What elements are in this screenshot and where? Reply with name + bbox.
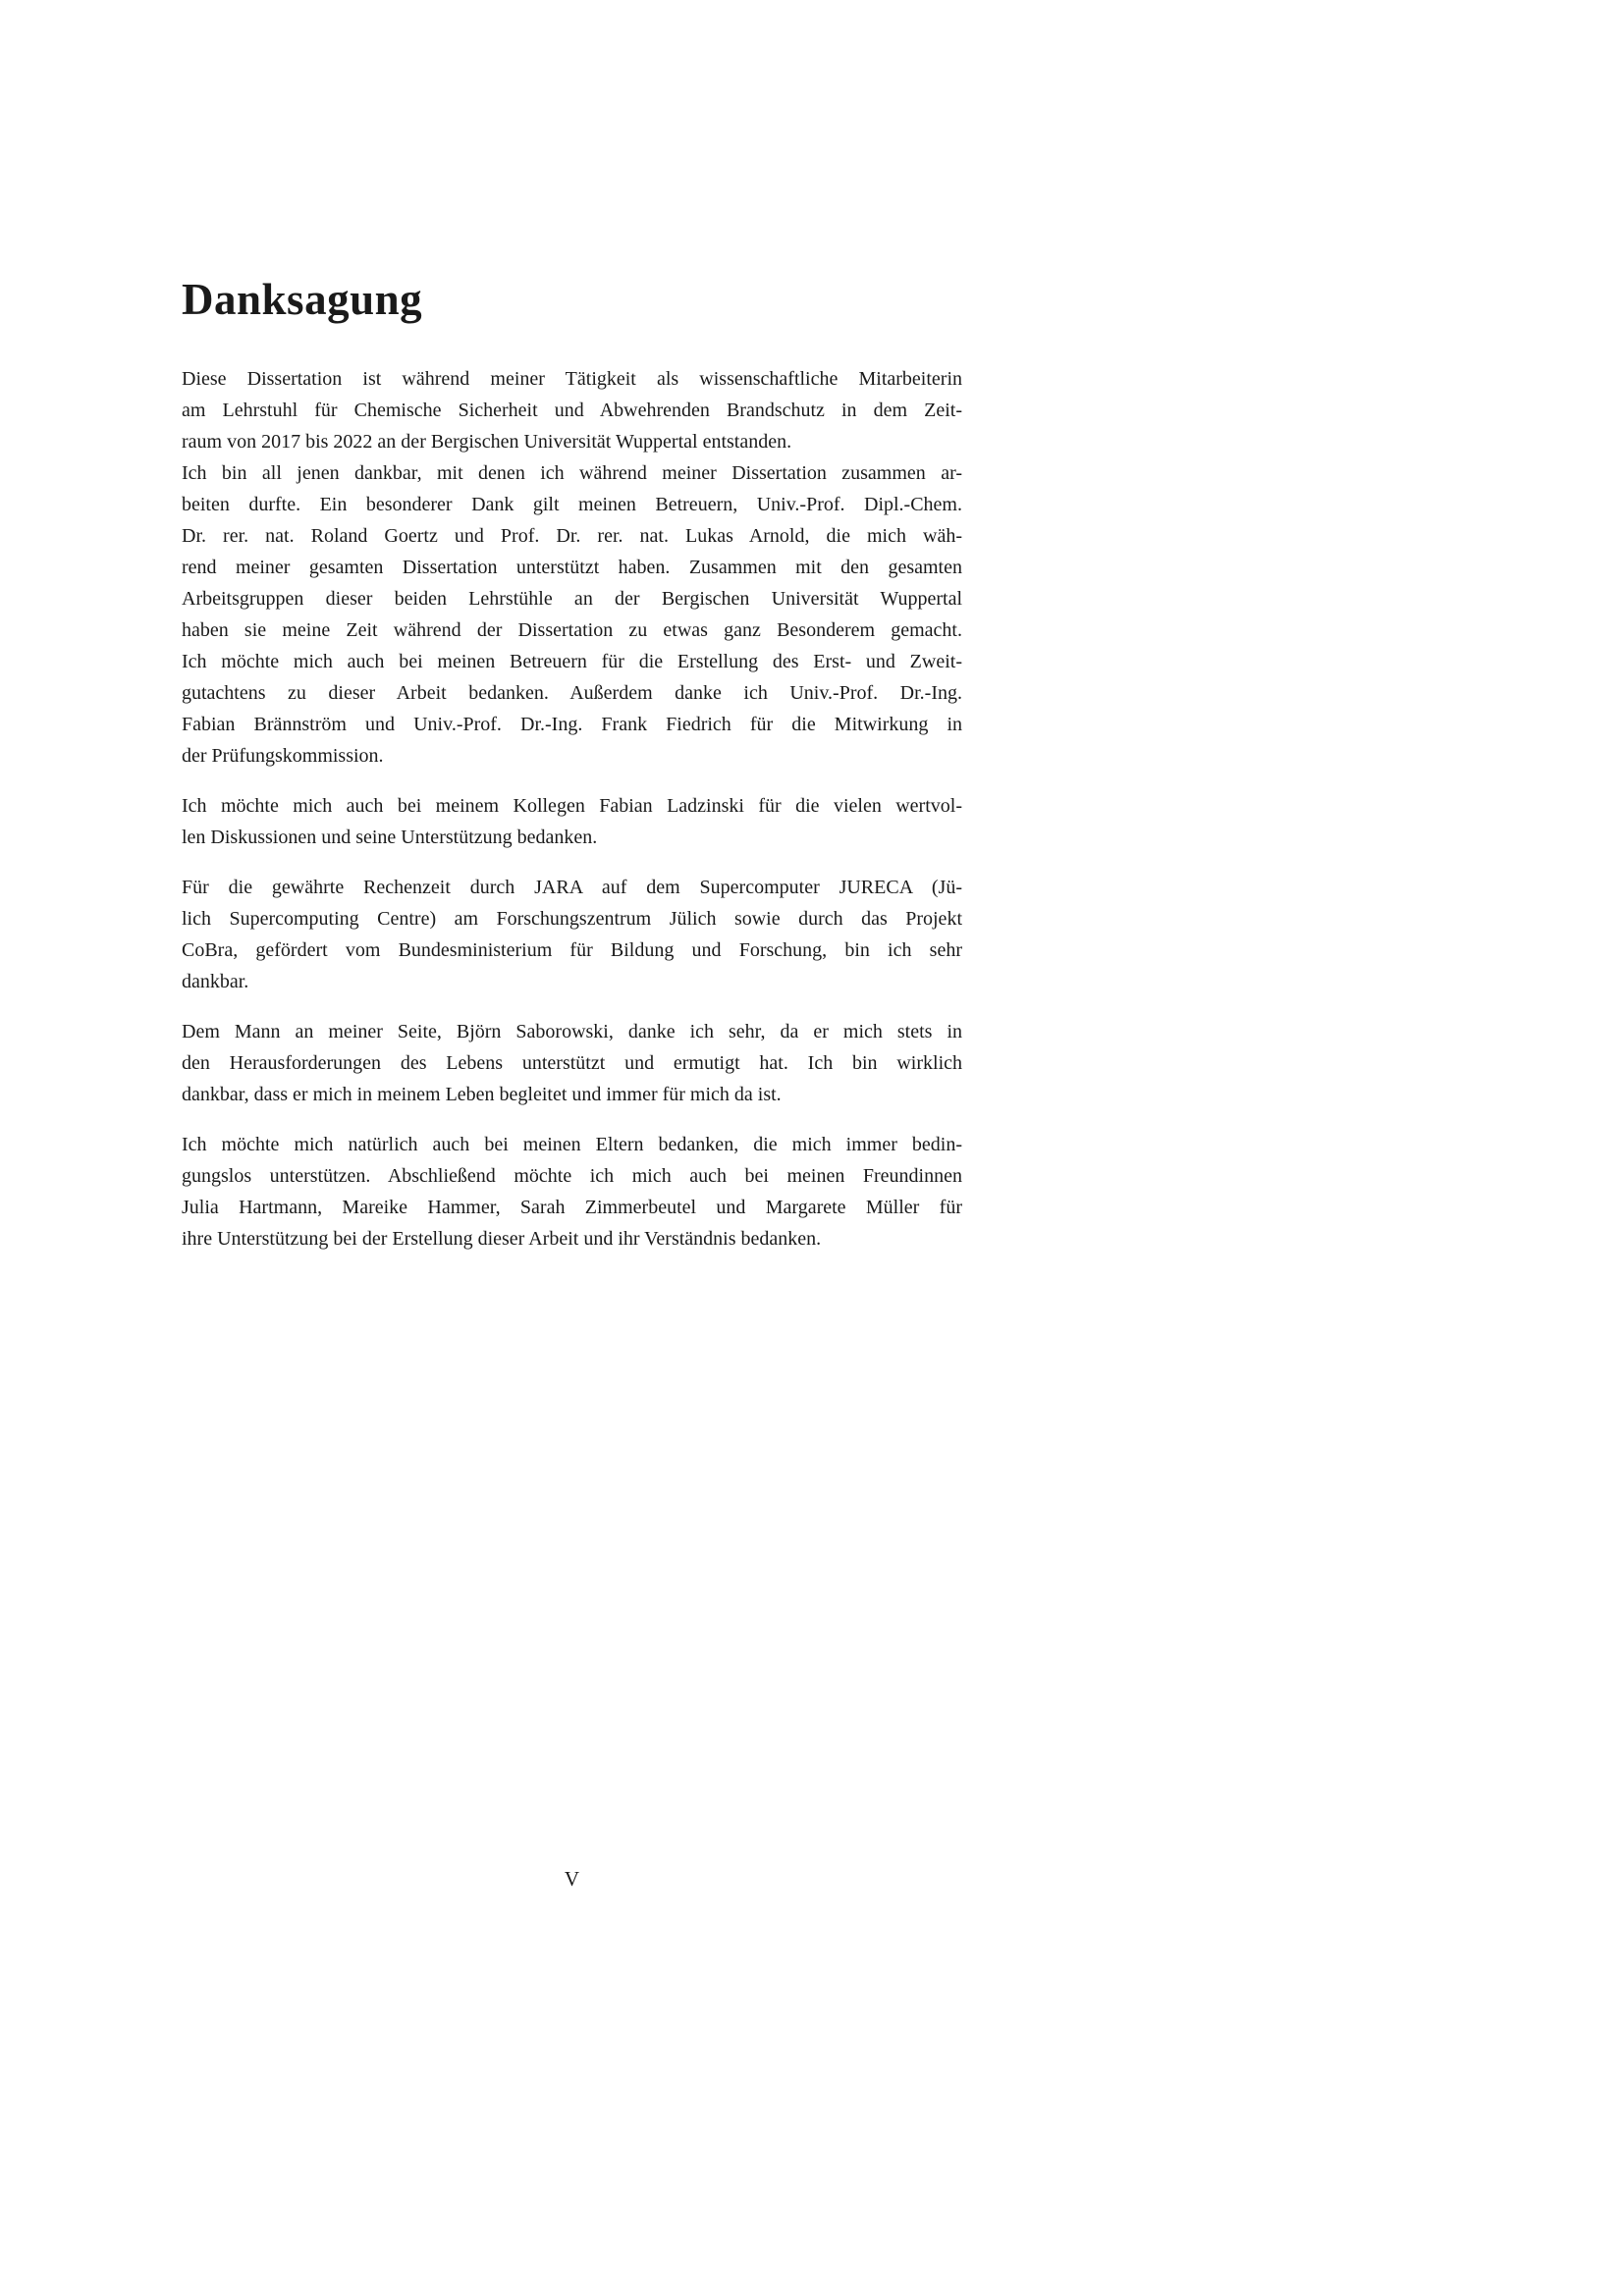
text-line: Ich möchte mich auch bei meinen Betreuern für die Erstellung des Erst- und Zweit-: [182, 651, 962, 672]
text-column: [182, 275, 962, 1255]
text-line: Fabian Brännström und Univ.-Prof. Dr.-Ing. Frank Fiedrich für die Mitwirkung in: [182, 714, 962, 735]
text-line: Diese Dissertation ist während meiner Tätigkeit als wissenschaftliche Mitarbeiterin: [182, 368, 962, 390]
text-line: am Lehrstuhl für Chemische Sicherheit und Abwehrenden Brandschutz in dem Zeit-: [182, 400, 962, 421]
text-line: gutachtens zu dieser Arbeit bedanken. Außerdem danke ich Univ.-Prof. Dr.-Ing.: [182, 682, 962, 704]
text-line: Arbeitsgruppen dieser beiden Lehrstühle an der Bergischen Universität Wuppertal: [182, 588, 962, 610]
text-line: dankbar, dass er mich in meinem Leben begleitet und immer für mich da ist.: [182, 1084, 782, 1105]
text-line: den Herausforderungen des Lebens unterstützt und ermutigt hat. Ich bin wirklich: [182, 1052, 962, 1074]
text-line: Ich möchte mich auch bei meinem Kollegen Fabian Ladzinski für die vielen wertvol-: [182, 795, 962, 817]
chapter-title: Danksagung: [182, 275, 423, 324]
text-line: Julia Hartmann, Mareike Hammer, Sarah Zimmerbeutel und Margarete Müller für: [182, 1197, 962, 1218]
paragraph-block: [182, 363, 962, 457]
text-line: Für die gewährte Rechenzeit durch JARA auf dem Supercomputer JURECA (Jü-: [182, 877, 962, 898]
paragraph-block: [182, 1129, 962, 1255]
text-line: haben sie meine Zeit während der Dissertation zu etwas ganz Besonderem gemacht.: [182, 619, 962, 641]
text-line: Dr. rer. nat. Roland Goertz und Prof. Dr. rer. nat. Lukas Arnold, die mich wäh-: [182, 525, 962, 547]
text-line: ihre Unterstützung bei der Erstellung dieser Arbeit und ihr Verständnis bedanken.: [182, 1228, 822, 1250]
text-line: Ich möchte mich natürlich auch bei meinen Eltern bedanken, die mich immer bedin-: [182, 1134, 962, 1155]
document-body: [182, 363, 962, 1255]
paragraph-block: [182, 457, 962, 772]
text-line: gungslos unterstützen. Abschließend möchte ich mich auch bei meinen Freundinnen: [182, 1165, 962, 1187]
text-line: len Diskussionen und seine Unterstützung bedanken.: [182, 827, 598, 848]
paragraph-block: [182, 790, 962, 853]
paragraph-block: [182, 872, 962, 997]
text-line: dankbar.: [182, 971, 249, 992]
text-line: Dem Mann an meiner Seite, Björn Saborowski, danke ich sehr, da er mich stets in: [182, 1021, 962, 1042]
text-line: rend meiner gesamten Dissertation unterstützt haben. Zusammen mit den gesamten: [182, 557, 962, 578]
text-line: lich Supercomputing Centre) am Forschungszentrum Jülich sowie durch das Projekt: [182, 908, 962, 930]
page-number: V: [564, 1867, 580, 1891]
text-line: beiten durfte. Ein besonderer Dank gilt meinen Betreuern, Univ.-Prof. Dipl.-Chem.: [182, 494, 962, 515]
text-line: Ich bin all jenen dankbar, mit denen ich während meiner Dissertation zusammen ar-: [182, 462, 962, 484]
paragraph-block: [182, 1016, 962, 1110]
text-line: CoBra, gefördert vom Bundesministerium für Bildung und Forschung, bin ich sehr: [182, 939, 962, 961]
text-line: raum von 2017 bis 2022 an der Bergischen Universität Wuppertal entstanden.: [182, 431, 792, 453]
text-line: der Prüfungskommission.: [182, 745, 384, 767]
